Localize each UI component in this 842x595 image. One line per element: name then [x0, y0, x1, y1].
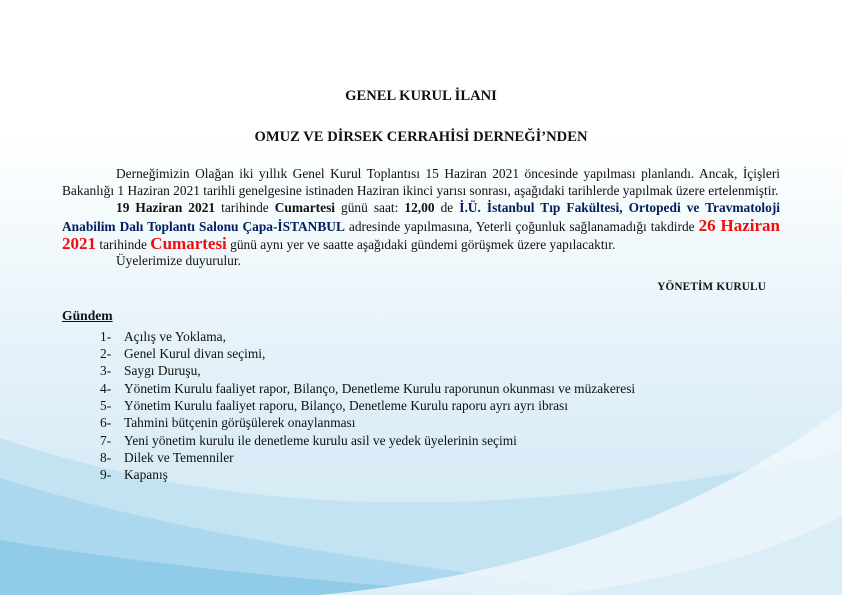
agenda-item-6 — [100, 414, 780, 431]
agenda-item-text: Açılış ve Yoklama, — [124, 328, 226, 344]
text-run: tarihinde — [96, 236, 151, 252]
agenda-item-number: 6- — [100, 415, 112, 431]
agenda-item-8 — [100, 449, 780, 466]
agenda-item-number: 1- — [100, 328, 112, 344]
agenda-item-text: Yönetim Kurulu faaliyet rapor, Bilanço, Denetleme Kurulu raporunun okunması ve müzakeresi — [124, 380, 636, 396]
agenda-item-number: 9- — [100, 467, 112, 483]
agenda-item-text: Tahmini bütçenin görüşülerek onaylanması — [124, 415, 356, 431]
text-run-venue: İ.Ü. İstanbul Tıp Fakültesi, Ortopedi ve Travmatoloji Anabilim Dalı Toplantı Salonu Çapa-İSTANBUL — [62, 200, 780, 234]
text-run: adresinde yapılmasına, Yeterli çoğunluk sağlanamadığı takdirde — [344, 218, 699, 234]
agenda-item-1 — [100, 328, 780, 345]
agenda-item-number: 4- — [100, 380, 112, 396]
agenda-item-text: Kapanış — [124, 467, 168, 483]
agenda-item-number: 8- — [100, 449, 112, 465]
agenda-item-2 — [100, 345, 780, 362]
agenda-item-number: 5- — [100, 397, 112, 413]
closing-line: Üyelerimize duyurulur. — [116, 252, 241, 268]
text-run-time: 12,00 — [404, 200, 435, 216]
agenda-item-7 — [100, 432, 780, 449]
agenda-item-9 — [100, 466, 780, 483]
agenda-item-5 — [100, 397, 780, 414]
agenda-item-3 — [100, 362, 780, 379]
agenda-item-4 — [100, 380, 780, 397]
postponement-paragraph: Derneğimizin Olağan iki yıllık Genel Kurul Toplantısı 15 Haziran 2021 öncesinde yapılması planlandı. Ancak, İçişleri Bakanlığı 1 Haziran 2021 tarihli genelgesine istinaden Haziran ikinci yarısı sonrası, aşağıdaki tarihlerde yapılmak üzere ertelenmiştir. — [62, 166, 780, 198]
text-run: de — [434, 200, 460, 216]
agenda-item-text: Yeni yönetim kurulu ile denetleme kurulu asil ve yedek üyelerinin seçimi — [124, 432, 517, 448]
page-subtitle: OMUZ VE DİRSEK CERRAHİSİ DERNEĞİ’NDEN — [254, 128, 588, 145]
text-run-day1: Cumartesi — [274, 200, 335, 216]
agenda-heading: Gündem — [62, 308, 113, 324]
agenda-item-text: Yönetim Kurulu faaliyet raporu, Bilanço, Denetleme Kurulu raporu ayrı ayrı ibrası — [124, 397, 568, 413]
meeting-details-paragraph — [62, 199, 780, 253]
text-run-day2: Cumartesi — [150, 233, 227, 253]
agenda-item-number: 3- — [100, 363, 112, 379]
signature-board: YÖNETİM KURULU — [657, 280, 766, 293]
text-run-date2: 26 Haziran 2021 — [62, 215, 780, 253]
text-run: tarihinde — [215, 200, 275, 216]
text-run: günü saat: — [335, 200, 405, 216]
agenda-item-text: Genel Kurul divan seçimi, — [124, 346, 266, 362]
agenda-item-text: Saygı Duruşu, — [124, 363, 201, 379]
page-title: GENEL KURUL İLANI — [345, 88, 497, 104]
agenda-item-number: 7- — [100, 432, 112, 448]
agenda-item-number: 2- — [100, 346, 112, 362]
text-run-date1: 19 Haziran 2021 — [116, 200, 216, 216]
text-run: günü aynı yer ve saatte aşağıdaki gündemi görüşmek üzere yapılacaktır. — [226, 236, 616, 252]
agenda-list — [62, 328, 780, 484]
agenda-item-text: Dilek ve Temenniler — [124, 449, 234, 465]
